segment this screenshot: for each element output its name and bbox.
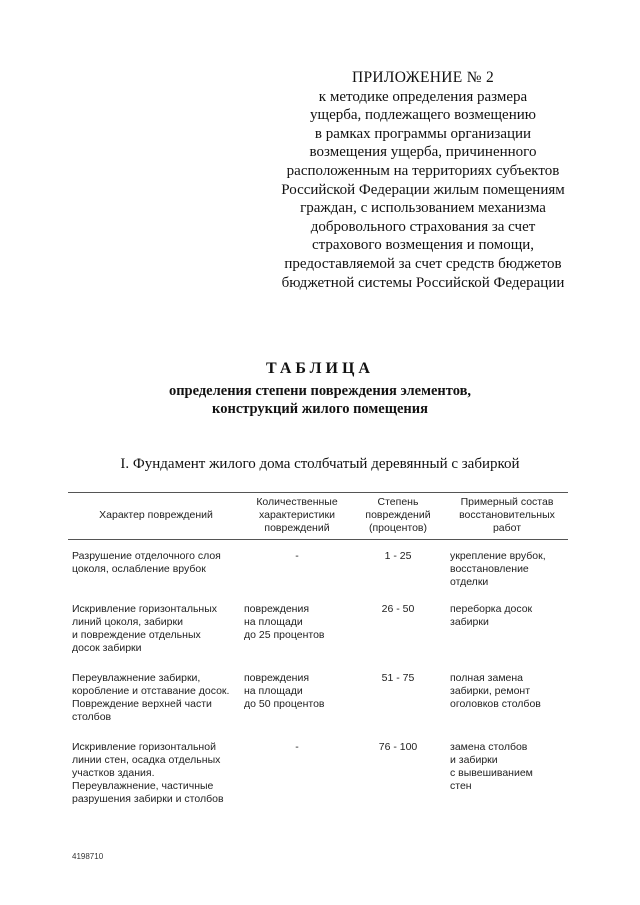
cell-line: оголовков столбов bbox=[450, 698, 541, 710]
header-works bbox=[446, 496, 568, 535]
cell-line: линии стен, осадка отдельных bbox=[72, 754, 221, 766]
annex-line: Российской Федерации жилым помещениям bbox=[281, 181, 565, 198]
table-row-1-damage bbox=[72, 550, 240, 576]
cell-line: Переувлажнение забирки, bbox=[72, 672, 201, 684]
header-degree bbox=[352, 496, 444, 535]
cell-line: стен bbox=[450, 780, 472, 792]
cell-line: досок забирки bbox=[72, 642, 142, 654]
header-works-line: Примерный состав bbox=[460, 496, 554, 508]
annex-line: страхового возмещения и помощи, bbox=[311, 237, 535, 254]
cell-line: Искривление горизонтальных bbox=[72, 603, 218, 615]
table-row-3-damage bbox=[72, 672, 240, 724]
table-row-1-quantity: - bbox=[295, 550, 299, 562]
table-row-2-quantity bbox=[244, 603, 344, 642]
cell-line: с вывешиванием bbox=[450, 767, 533, 779]
cell-line: участков здания. bbox=[72, 767, 155, 779]
table-header-rule bbox=[68, 539, 568, 540]
annex-line: предоставляемой за счет средств бюджетов bbox=[284, 255, 562, 272]
cell-line: до 25 процентов bbox=[244, 629, 325, 641]
cell-line: Повреждение верхней части bbox=[72, 698, 212, 710]
cell-line: повреждения bbox=[244, 603, 310, 615]
cell-line: разрушения забирки и столбов bbox=[72, 793, 224, 805]
document-code: 4198710 bbox=[72, 852, 104, 861]
header-works-line: работ bbox=[492, 522, 522, 534]
cell-line: на площади bbox=[244, 616, 303, 628]
cell-line: на площади bbox=[244, 685, 303, 697]
table-row-3-quantity bbox=[244, 672, 344, 711]
annex-line: расположенным на территориях субъектов bbox=[286, 162, 560, 179]
cell-line: Искривление горизонтальной bbox=[72, 741, 216, 753]
annex-line: добровольного страхования за счет bbox=[310, 218, 536, 235]
annex-line: в рамках программы организации bbox=[314, 125, 532, 142]
subtitle-line-1: определения степени повреждения элементов, bbox=[168, 383, 472, 399]
cell-line: коробление и отставание досок. bbox=[72, 685, 230, 697]
table-row-2-works bbox=[450, 603, 560, 629]
header-quantity-line: повреждений bbox=[264, 522, 330, 534]
cell-line: восстановление bbox=[450, 563, 529, 575]
cell-line: и повреждение отдельных bbox=[72, 629, 201, 641]
cell-line: Разрушение отделочного слоя bbox=[72, 550, 221, 562]
header-works-line: восстановительных bbox=[459, 509, 555, 521]
table-subtitle bbox=[0, 383, 640, 418]
table-row-4-degree: 76 - 100 bbox=[378, 741, 418, 753]
cell-line: забирки bbox=[450, 616, 489, 628]
annex-block bbox=[262, 69, 584, 292]
table-row-3-works bbox=[450, 672, 560, 711]
cell-line: отделки bbox=[450, 576, 489, 588]
annex-line: бюджетной системы Российской Федерации bbox=[281, 274, 565, 291]
table-row-1-works bbox=[450, 550, 560, 589]
annex-line: возмещения ущерба, причиненного bbox=[309, 144, 537, 161]
cell-line: полная замена bbox=[450, 672, 524, 684]
header-damage-type: Характер повреждений bbox=[99, 509, 213, 521]
annex-line: граждан, с использованием механизма bbox=[300, 200, 546, 217]
table-row-1-degree: 1 - 25 bbox=[384, 550, 412, 562]
table-top-rule bbox=[68, 492, 568, 493]
table-row-2-damage bbox=[72, 603, 240, 655]
table-row-4-works bbox=[450, 741, 560, 793]
cell-line: укрепление врубок, bbox=[450, 550, 546, 562]
table-row-4-quantity: - bbox=[295, 741, 299, 753]
cell-line: замена столбов bbox=[450, 741, 528, 753]
header-degree-line: Степень bbox=[377, 496, 419, 508]
cell-line: переборка досок bbox=[450, 603, 533, 615]
table-row-4-damage bbox=[72, 741, 240, 806]
cell-line: до 50 процентов bbox=[244, 698, 325, 710]
cell-line: цоколя, ослабление врубок bbox=[72, 563, 206, 575]
table-title: ТАБЛИЦА bbox=[266, 360, 374, 377]
table-row-3-degree: 51 - 75 bbox=[381, 672, 415, 684]
section-title: I. Фундамент жилого дома столбчатый деревянный с забиркой bbox=[120, 456, 520, 472]
cell-line: забирки, ремонт bbox=[450, 685, 531, 697]
cell-line: и забирки bbox=[450, 754, 498, 766]
header-degree-line: повреждений bbox=[365, 509, 431, 521]
cell-line: Переувлажнение, частичные bbox=[72, 780, 214, 792]
cell-line: линий цоколя, забирки bbox=[72, 616, 183, 628]
header-quantity-line: Количественные bbox=[256, 496, 338, 508]
subtitle-line-2: конструкций жилого помещения bbox=[212, 400, 428, 417]
annex-line: к методике определения размера bbox=[318, 88, 528, 105]
header-quantity bbox=[242, 496, 352, 535]
annex-title: ПРИЛОЖЕНИЕ № 2 bbox=[351, 69, 495, 86]
annex-line: ущерба, подлежащего возмещению bbox=[310, 107, 536, 124]
cell-line: повреждения bbox=[244, 672, 310, 684]
header-degree-line: (процентов) bbox=[368, 522, 427, 534]
table-row-2-degree: 26 - 50 bbox=[381, 603, 415, 615]
cell-line: столбов bbox=[72, 711, 112, 723]
header-quantity-line: характеристики bbox=[259, 509, 335, 521]
